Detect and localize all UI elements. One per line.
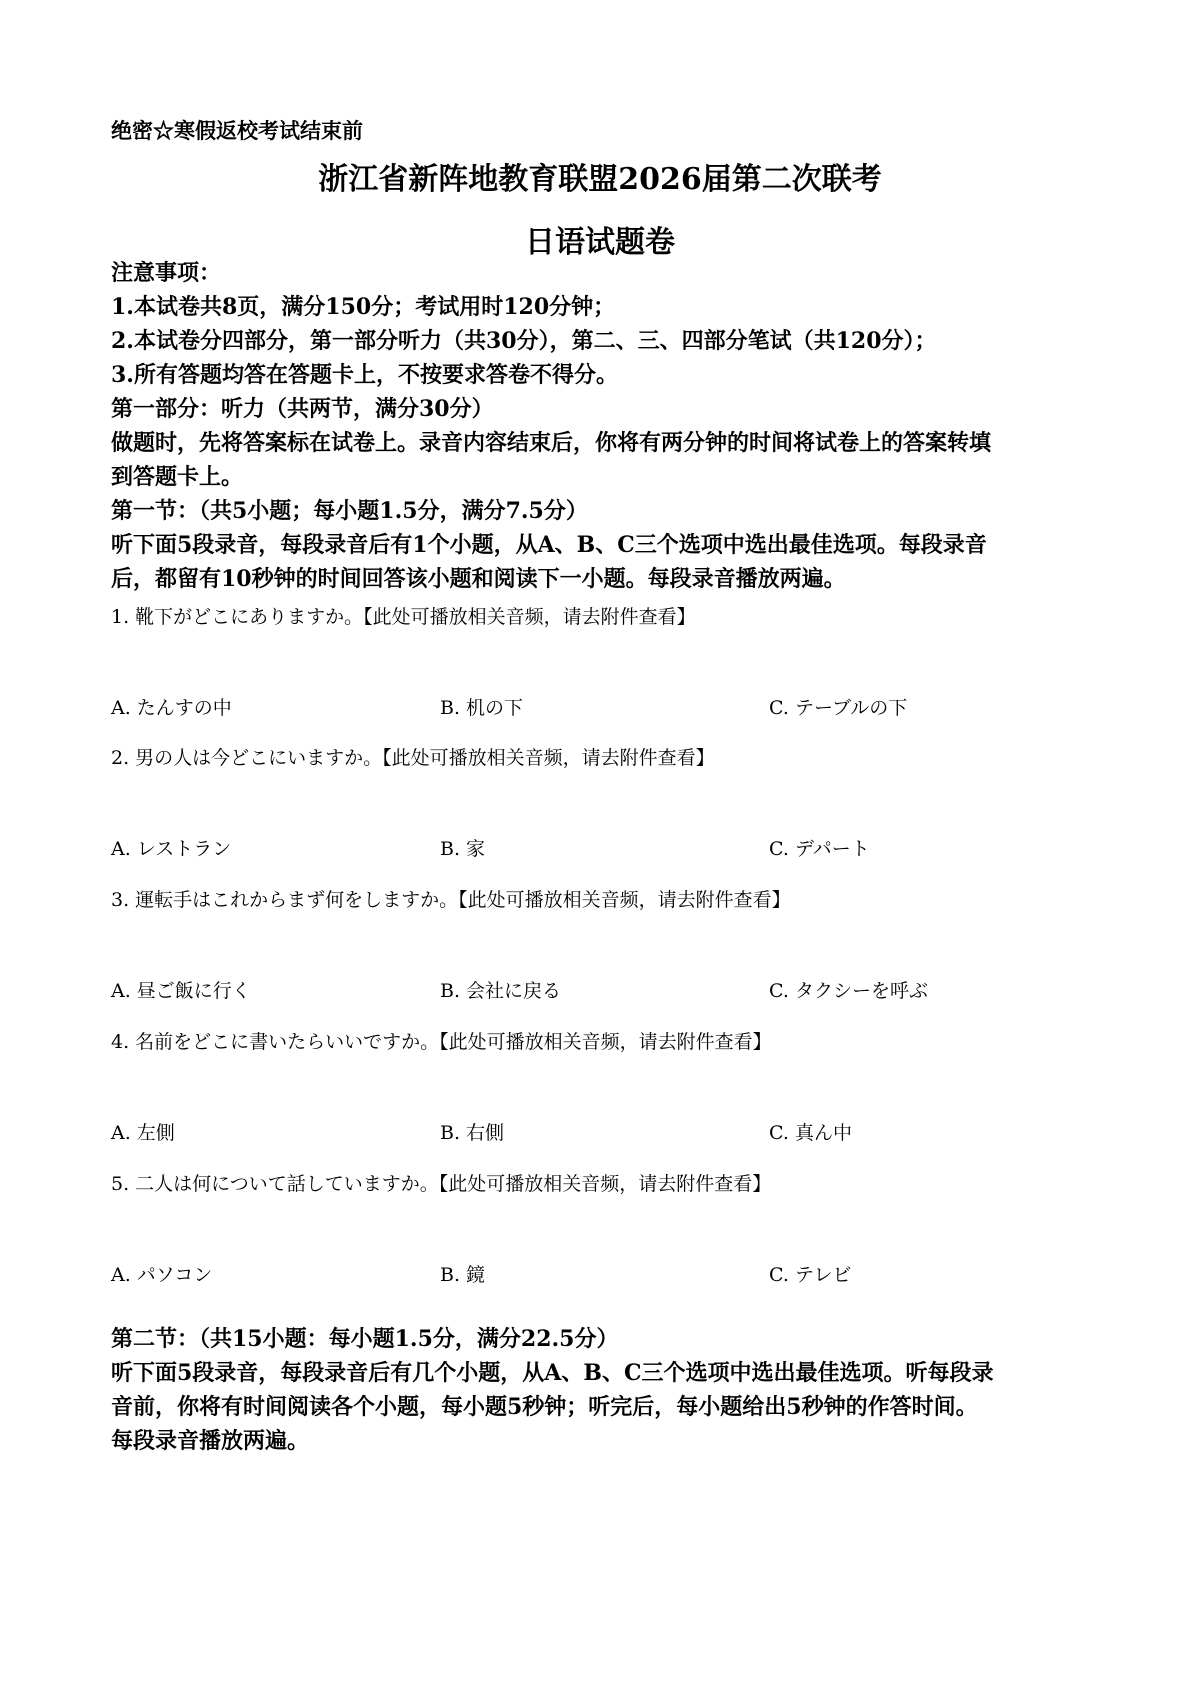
secret-label: 绝密☆寒假返校考试结束前 xyxy=(111,118,363,143)
exam-subtitle: 日语试题卷 xyxy=(525,225,675,260)
option-b: B. 鏡 xyxy=(440,1264,486,1286)
question-2: 2. 男の人は今どこにいますか。【此处可播放相关音频，请去附件查看】 xyxy=(111,747,715,769)
option-a: A. 昼ご飯に行く xyxy=(111,980,251,1002)
section2-instruction: 听下面5段录音，每段录音后有几个小题，从A、B、C三个选项中选出最佳选项。听每段录 xyxy=(111,1360,994,1386)
part1-instruction: 做题时，先将答案标在试卷上。录音内容结束后，你将有两分钟的时间将试卷上的答案转填 xyxy=(111,430,992,456)
question-4: 4. 名前をどこに書いたらいいですか。【此处可播放相关音频，请去附件查看】 xyxy=(111,1031,772,1053)
option-b: B. 右側 xyxy=(440,1122,505,1144)
part1-heading: 第一部分：听力（共两节，满分30分） xyxy=(111,396,494,422)
section1-instruction: 听下面5段录音，每段录音后有1个小题，从A、B、C三个选项中选出最佳选项。每段录音 xyxy=(111,532,987,558)
option-c: C. 真ん中 xyxy=(769,1122,852,1144)
question-1: 1. 靴下がどこにありますか。【此处可播放相关音频，请去附件查看】 xyxy=(111,606,696,628)
question-3: 3. 運転手はこれからまず何をしますか。【此处可播放相关音频，请去附件查看】 xyxy=(111,889,791,911)
option-a: A. たんすの中 xyxy=(111,697,232,719)
option-a: A. レストラン xyxy=(111,838,232,860)
option-c: C. テーブルの下 xyxy=(769,697,908,719)
option-b: B. 机の下 xyxy=(440,697,524,719)
note-item: 1.本试卷共8页，满分150分；考试用时120分钟； xyxy=(111,294,616,320)
option-c: C. デパート xyxy=(769,838,870,860)
section2-heading: 第二节：（共15小题：每小题1.5分，满分22.5分） xyxy=(111,1326,619,1352)
section2-instruction: 音前，你将有时间阅读各个小题，每小题5秒钟；听完后，每小题给出5秒钟的作答时间。 xyxy=(111,1394,978,1420)
note-item: 2.本试卷分四部分，第一部分听力（共30分），第二、三、四部分笔试（共120分）； xyxy=(111,328,937,354)
option-b: B. 家 xyxy=(440,838,486,860)
option-c: C. テレビ xyxy=(769,1264,852,1286)
option-c: C. タクシーを呼ぶ xyxy=(769,980,928,1002)
section1-instruction: 后，都留有10秒钟的时间回答该小题和阅读下一小题。每段录音播放两遍。 xyxy=(111,566,846,592)
option-a: A. パソコン xyxy=(111,1264,213,1286)
option-b: B. 会社に戻る xyxy=(440,980,562,1002)
part1-instruction: 到答题卡上。 xyxy=(111,464,244,490)
exam-title: 浙江省新阵地教育联盟2026届第二次联考 xyxy=(318,162,882,197)
notes-heading: 注意事项： xyxy=(111,260,222,286)
question-5: 5. 二人は何について話していますか。【此处可播放相关音频，请去附件查看】 xyxy=(111,1173,772,1195)
note-item: 3.所有答题均答在答题卡上，不按要求答卷不得分。 xyxy=(111,362,618,388)
option-a: A. 左側 xyxy=(111,1122,175,1144)
section1-heading: 第一节：（共5小题；每小题1.5分，满分7.5分） xyxy=(111,498,588,524)
section2-instruction: 每段录音播放两遍。 xyxy=(111,1428,310,1454)
